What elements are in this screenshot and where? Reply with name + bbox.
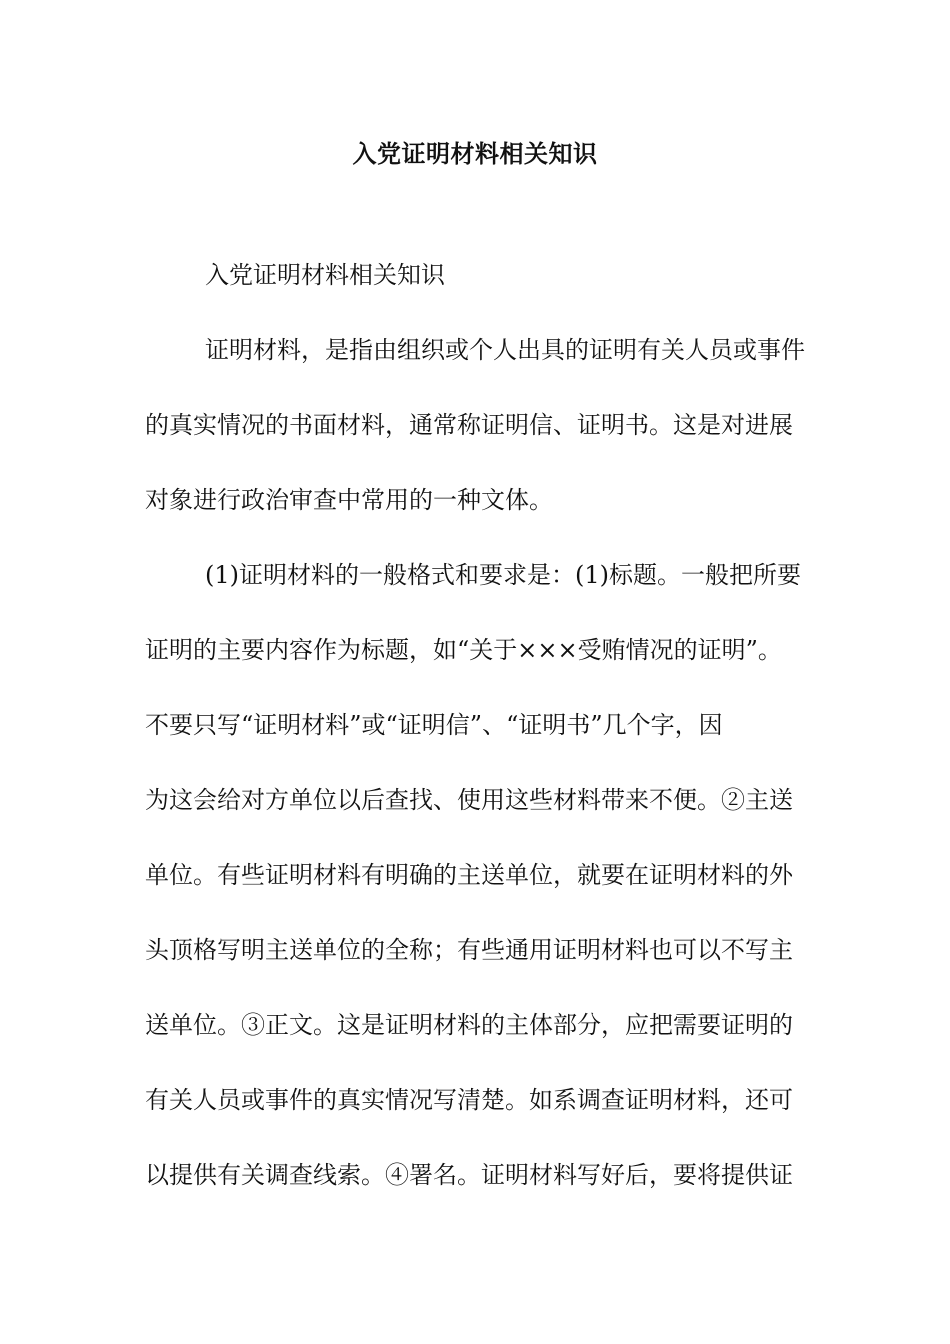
body-line: 证明的主要内容作为标题，如“关于×××受贿情况的证明”。	[145, 636, 782, 664]
body-line: 不要只写“证明材料”或“证明信”、“证明书”几个字，因	[145, 711, 723, 739]
body-line: 头顶格写明主送单位的全称；有些通用证明材料也可以不写主	[145, 936, 793, 964]
body-line: (1)证明材料的一般格式和要求是：(1)标题。一般把所要	[205, 561, 801, 589]
body-line: 有关人员或事件的真实情况写清楚。如系调查证明材料，还可	[145, 1086, 793, 1114]
body-line: 送单位。③正文。这是证明材料的主体部分，应把需要证明的	[145, 1011, 793, 1039]
body-line: 对象进行政治审查中常用的一种文体。	[145, 486, 553, 514]
body-line: 入党证明材料相关知识	[205, 261, 445, 289]
body-line: 为这会给对方单位以后查找、使用这些材料带来不便。②主送	[145, 786, 793, 814]
document-title: 入党证明材料相关知识	[352, 139, 598, 168]
body-line: 单位。有些证明材料有明确的主送单位，就要在证明材料的外	[145, 861, 793, 889]
body-line: 的真实情况的书面材料，通常称证明信、证明书。这是对进展	[145, 411, 793, 439]
body-line: 以提供有关调查线索。④署名。证明材料写好后，要将提供证	[145, 1161, 793, 1189]
body-line: 证明材料，是指由组织或个人出具的证明有关人员或事件	[205, 336, 805, 364]
